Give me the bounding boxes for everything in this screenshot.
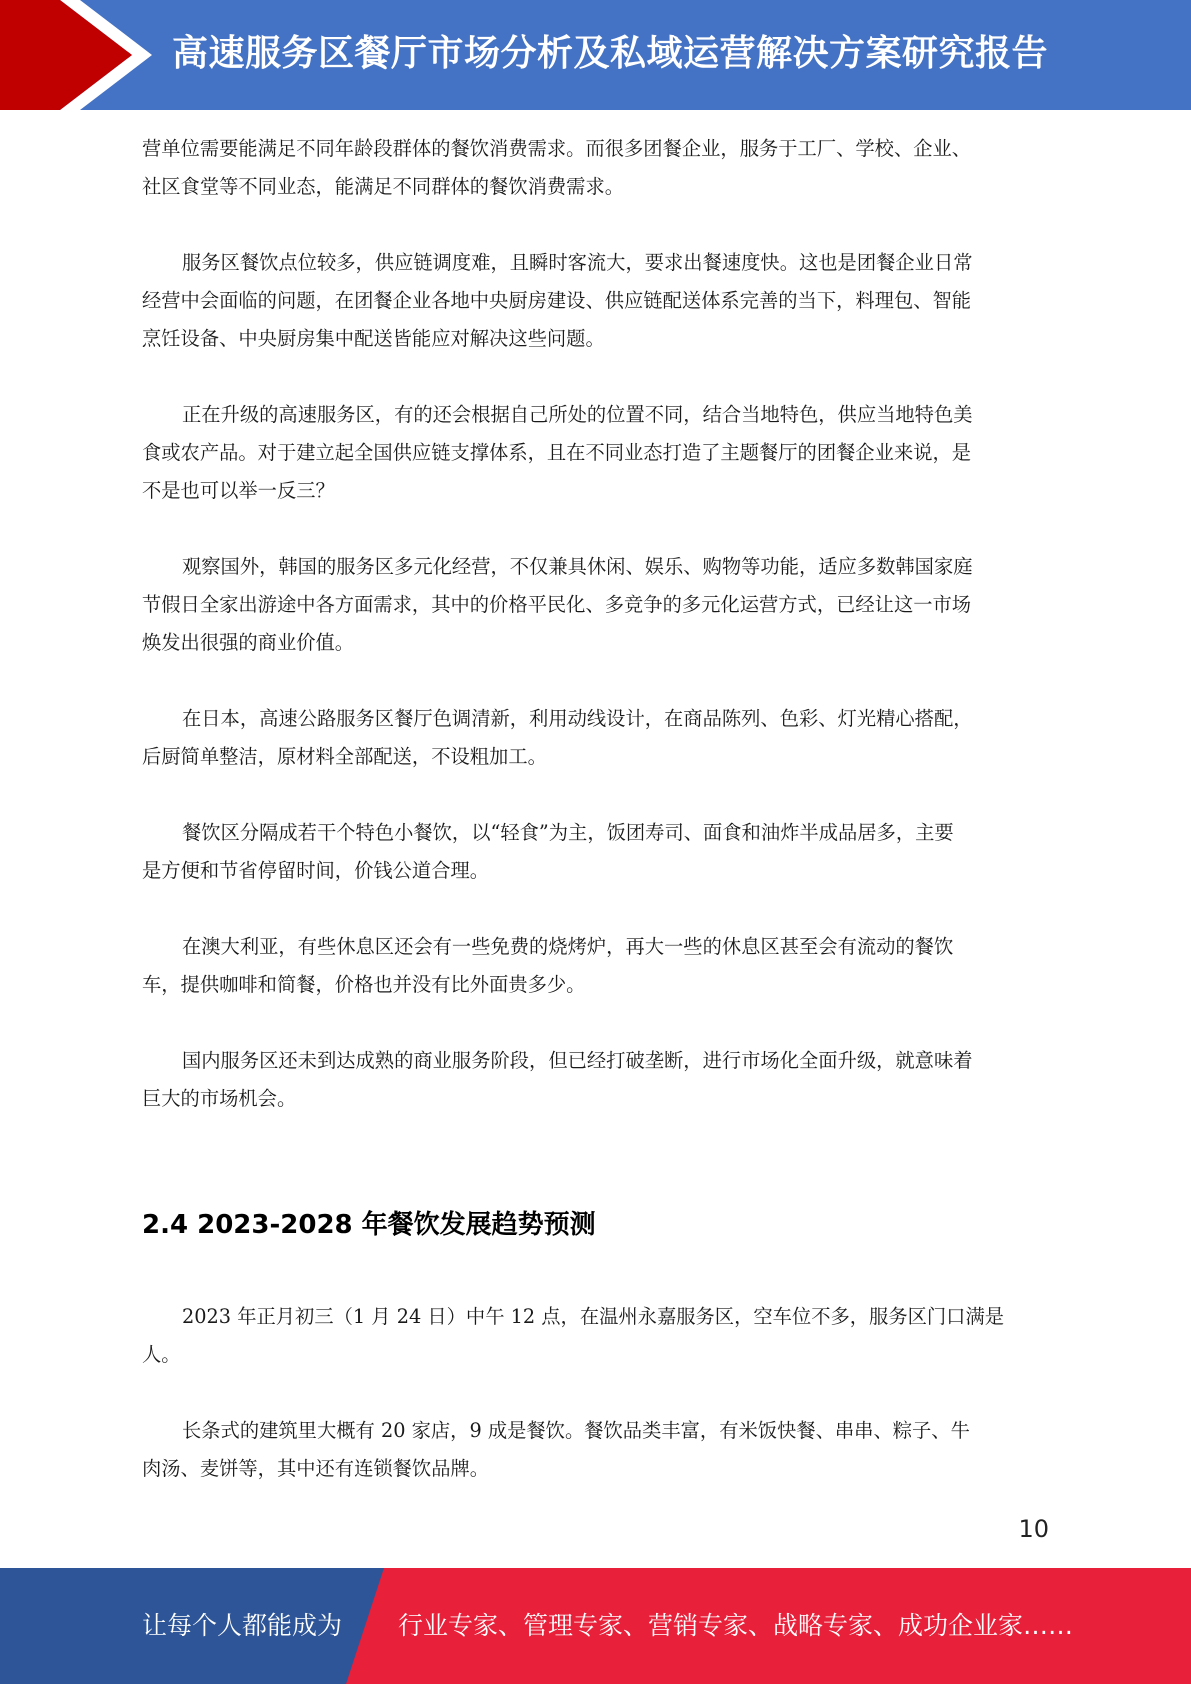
text-line: 不是也可以举一反三？ [142,479,335,502]
section-heading: 2.4 2023-2028 年餐饮发展趋势预测 [142,1210,596,1240]
text-line: 烹饪设备、中央厨房集中配送皆能应对解决这些问题。 [142,327,605,350]
paragraph-p8 [142,1042,1047,1118]
text-line: 人。 [142,1343,181,1366]
text-line: 后厨简单整洁，原材料全部配送，不设粗加工。 [142,745,547,768]
text-line: 巨大的市场机会。 [142,1087,297,1110]
footer-slogan-left: 让每个人都能成为 [142,1611,343,1640]
text-line: 车，提供咖啡和简餐，价格也并没有比外面贵多少。 [142,973,586,996]
text-line: 经营中会面临的问题，在团餐企业各地中央厨房建设、供应链配送体系完善的当下，料理包、智能 [142,289,972,312]
body-content-top [142,130,1047,1118]
body-content-bottom [142,1298,1047,1488]
header-title: 高速服务区餐厅市场分析及私域运营解决方案研究报告 [172,33,1049,74]
text-line: 节假日全家出游途中各方面需求，其中的价格平民化、多竞争的多元化运营方式，已经让这一市场 [142,593,972,616]
paragraph-p6 [142,814,1047,890]
text-line: 长条式的建筑里大概有 20 家店，9 成是餐饮。餐饮品类丰富，有米饭快餐、串串、粽子、牛 [182,1419,970,1442]
text-line: 正在升级的高速服务区，有的还会根据自己所处的位置不同，结合当地特色，供应当地特色美 [182,403,973,426]
page-number: 10 [1018,1515,1049,1543]
footer-slogan-right: 行业专家、管理专家、营销专家、战略专家、成功企业家…… [398,1611,1074,1640]
paragraph-p4 [142,548,1047,662]
text-line: 餐饮区分隔成若干个特色小餐饮，以“轻食”为主，饭团寿司、面食和油炸半成品居多，主要 [182,821,954,844]
text-line: 在澳大利亚，有些休息区还会有一些免费的烧烤炉，再大一些的休息区甚至会有流动的餐饮 [182,935,954,958]
text-line: 在日本，高速公路服务区餐厅色调清新，利用动线设计，在商品陈列、色彩、灯光精心搭配， [182,707,973,730]
paragraph-p7 [142,928,1047,1004]
text-line: 观察国外，韩国的服务区多元化经营，不仅兼具休闲、娱乐、购物等功能，适应多数韩国家庭 [182,555,973,578]
text-line: 服务区餐饮点位较多，供应链调度难，且瞬时客流大，要求出餐速度快。这也是团餐企业日常 [182,251,973,274]
text-line: 食或农产品。对于建立起全国供应链支撑体系，且在不同业态打造了主题餐厅的团餐企业来说，是 [142,441,972,464]
text-line: 社区食堂等不同业态，能满足不同群体的餐饮消费需求。 [142,175,625,198]
paragraph-p9 [142,1298,1047,1374]
paragraph-p2 [142,244,1047,358]
paragraph-p3 [142,396,1047,510]
text-line: 肉汤、麦饼等，其中还有连锁餐饮品牌。 [142,1457,490,1480]
text-line: 国内服务区还未到达成熟的商业服务阶段，但已经打破垄断，进行市场化全面升级，就意味着 [182,1049,973,1072]
paragraph-p5 [142,700,1047,776]
text-line: 焕发出很强的商业价值。 [142,631,355,654]
footer-banner [0,1568,1191,1684]
paragraph-p10 [142,1412,1047,1488]
text-line: 营单位需要能满足不同年龄段群体的餐饮消费需求。而很多团餐企业，服务于工厂、学校、企业、 [142,137,972,160]
paragraph-p1 [142,130,1047,206]
text-line: 2023 年正月初三（1 月 24 日）中午 12 点，在温州永嘉服务区，空车位不多，服务区门口满是 [182,1305,1005,1328]
header-banner [0,0,1191,110]
text-line: 是方便和节省停留时间，价钱公道合理。 [142,859,490,882]
